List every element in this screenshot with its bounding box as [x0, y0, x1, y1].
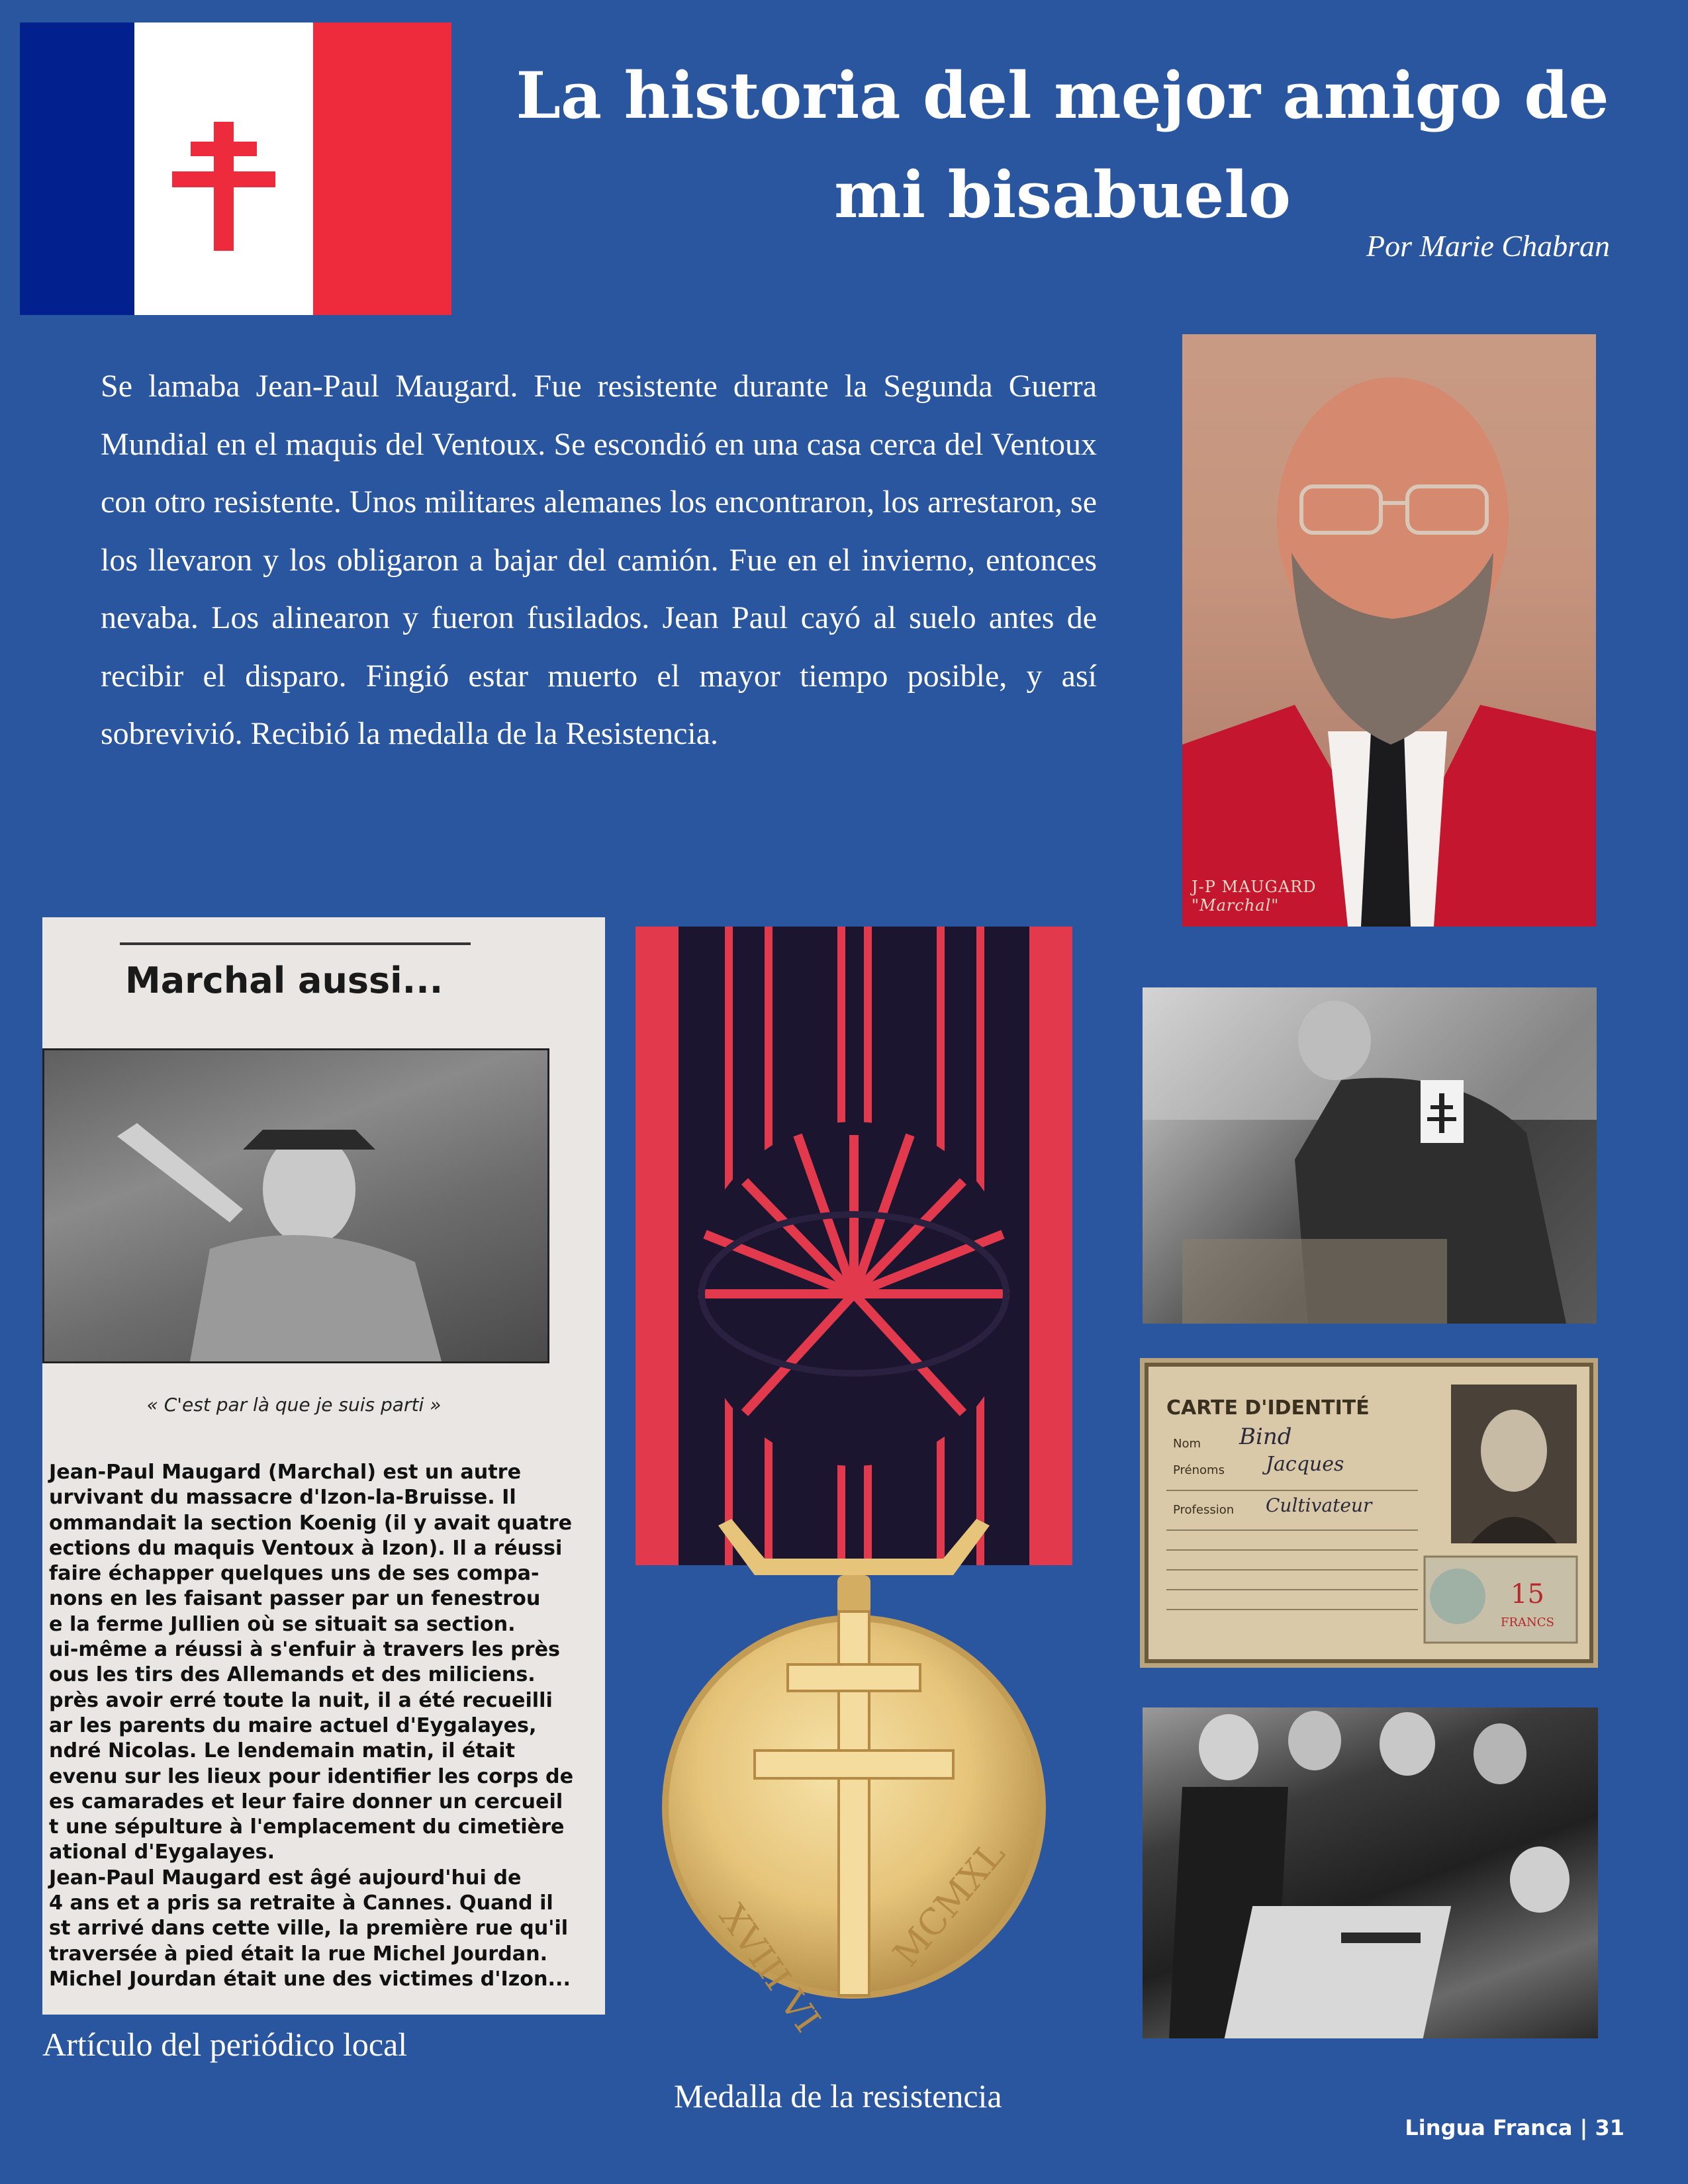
newspaper-clipping — [42, 917, 605, 2015]
clipping-line: Michel Jourdan était une des victimes d'Izon... — [49, 1967, 571, 1991]
medal-inscription-left: XVIII VI — [711, 1897, 829, 2040]
page-title: La historia del mejor amigo de mi bisabuelo — [516, 58, 1609, 232]
portrait-illustration — [1182, 334, 1596, 927]
clipping-rule — [120, 942, 471, 945]
clipping-line: e la ferme Jullien où se situait sa section. — [49, 1612, 516, 1636]
idcard-prenoms: Jacques — [1266, 1453, 1344, 1476]
group-illustration — [1143, 1707, 1598, 2038]
clipping-line: ational d'Eygalayes. — [49, 1841, 275, 1864]
idcard-header: CARTE D'IDENTITÉ — [1166, 1396, 1370, 1420]
idcard-profession: Cultivateur — [1266, 1494, 1372, 1516]
clipping-line: ndré Nicolas. Le lendemain matin, il était — [49, 1739, 515, 1763]
clipping-line: faire échapper quelques uns de ses compa- — [49, 1562, 539, 1586]
resistance-medal — [632, 923, 1076, 2042]
clipping-line: ui-même a réussi à s'enfuir à travers les près — [49, 1638, 561, 1662]
clipping-line: evenu sur les lieux pour identifier les corps de — [49, 1764, 574, 1788]
idcard-prenoms-label: Prénoms — [1173, 1463, 1225, 1477]
clipping-line: es camarades et leur faire donner un cercueil — [49, 1790, 563, 1813]
identity-card-photo — [1140, 1358, 1598, 1668]
medal-illustration — [632, 923, 1076, 2042]
clipping-line: urvivant du massacre d'Izon-la-Bruisse. Il — [49, 1486, 516, 1510]
clipping-line: nons en les faisant passer par un fenestrou — [49, 1587, 541, 1611]
idcard-nom-label: Nom — [1173, 1437, 1201, 1451]
medal-caption: Medalla de la resistencia — [674, 2077, 1002, 2115]
identity-card-illustration — [1140, 1358, 1598, 1668]
soldier-illustration — [1143, 987, 1597, 1324]
stamp-value: 15 — [1511, 1579, 1544, 1610]
clipping-line: 4 ans et a pris sa retraite à Cannes. Quand il — [49, 1891, 553, 1915]
cross-of-lorraine-icon — [164, 99, 283, 251]
page-footer: Lingua Franca | 31 — [1405, 2115, 1624, 2140]
medal-inscription-right: MCMXL — [884, 1833, 1013, 1975]
clipping-line: ous les tirs des Allemands et des miliciens. — [49, 1663, 536, 1687]
clipping-photo-caption: « C'est par là que je suis parti » — [146, 1394, 442, 1416]
flag-red-stripe — [313, 23, 451, 315]
clipping-line: t une sépulture à l'emplacement du cimetière — [49, 1815, 565, 1839]
clipping-line: ections du maquis Ventoux à Izon). Il a réussi — [49, 1536, 563, 1560]
article-body: Se lamaba Jean-Paul Maugard. Fue resistente durante la Segunda Guerra Mundial en el maquis del Ventoux. Se escondió en una casa cerca del Ventoux con otro resistente. Unos militares alemanes los encontraron, los arrestaron, se los llevaron y los obligaron a bajar del camión. Fue en el invierno, entonces nevaba. Los alinearon y fueron fusilados. Jean Paul cayó al suelo antes de recibir el disparo. Fingió estar muerto el mayor tiempo posible, y así sobrevivió. Recibió la medalla de la Resistencia. — [101, 369, 1097, 751]
clipping-caption: Artículo del periódico local — [42, 2026, 408, 2063]
clipping-heading: Marchal aussi... — [125, 960, 444, 1001]
flag-blue-stripe — [20, 23, 134, 315]
flag-white-stripe — [134, 23, 313, 315]
clipping-photo-illustration — [44, 1050, 547, 1361]
clipping-line: Jean-Paul Maugard est âgé aujourd'hui de — [49, 1866, 522, 1889]
author-byline: Por Marie Chabran — [1366, 229, 1610, 263]
portrait-caption — [1192, 878, 1316, 915]
portrait-photo — [1182, 334, 1596, 927]
idcard-profession-label: Profession — [1173, 1503, 1235, 1517]
clipping-line: près avoir erré toute la nuit, il a été recueilli — [49, 1688, 553, 1712]
idcard-nom: Bind — [1239, 1424, 1292, 1450]
portrait-caption-name: J-P MAUGARD — [1192, 878, 1317, 896]
clipping-line: st arrivé dans cette ville, la première rue qu'il — [49, 1917, 569, 1940]
stamp-unit: FRANCS — [1501, 1615, 1554, 1629]
clipping-line: ommandait la section Koenig (il y avait quatre — [49, 1511, 573, 1535]
clipping-text — [49, 1460, 574, 1992]
resistance-soldier-photo — [1143, 987, 1597, 1324]
clipping-photo — [42, 1048, 549, 1363]
clipping-line: ar les parents du maire actuel d'Eygalayes, — [49, 1713, 537, 1737]
clipping-line: traversée à pied était la rue Michel Jourdan. — [49, 1942, 548, 1966]
clipping-line: Jean-Paul Maugard (Marchal) est un autre — [49, 1461, 522, 1484]
free-france-flag — [20, 23, 451, 315]
resistance-group-photo — [1143, 1707, 1598, 2038]
portrait-caption-alias: "Marchal" — [1192, 896, 1280, 915]
